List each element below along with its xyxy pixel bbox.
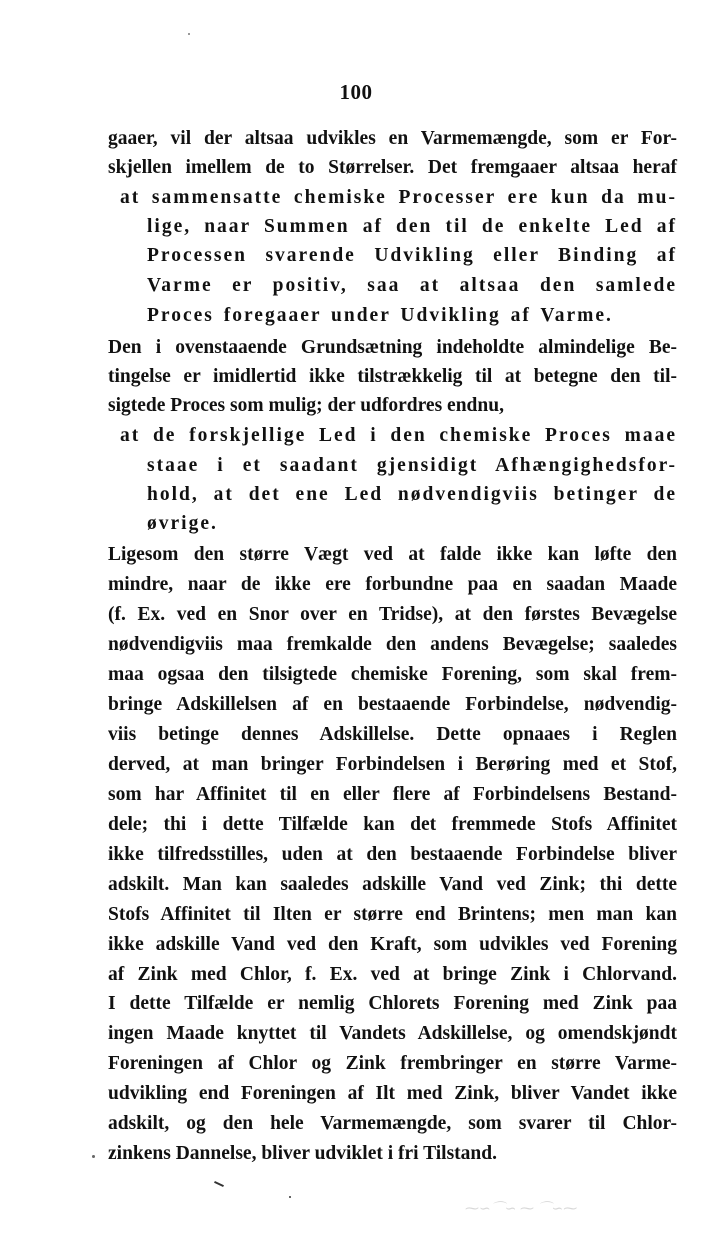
- text-line: maa ogsaa den tilsigtede chemiske Forening, som skal frem-: [108, 664, 677, 685]
- text-line: derved, at man bringer Forbindelsen i Berøring med et Stof,: [108, 754, 677, 775]
- text-line: nødvendigviis maa fremkalde den andens Bevægelse; saaledes: [108, 634, 677, 655]
- rule-line: at sammensatte chemiske Processer ere kun da mu-: [120, 187, 677, 208]
- text-line: adskilt. Man kan saaledes adskille Vand ved Zink; thi dette: [108, 874, 677, 895]
- rule-line: Varme er positiv, saa at altsaa den samlede: [147, 275, 677, 296]
- text-line: mindre, naar de ikke ere forbundne paa en saadan Maade: [108, 574, 677, 595]
- text-line: viis betinge dennes Adskillelse. Dette opnaaes i Reglen: [108, 724, 677, 745]
- page-number: 100: [339, 80, 373, 104]
- text-line: adskilt, og den hele Varmemængde, som svarer til Chlor-: [108, 1113, 677, 1134]
- text-line: zinkens Dannelse, bliver udviklet i fri Tilstand.: [108, 1143, 497, 1164]
- rule-line: Processen svarende Udvikling eller Binding af: [147, 245, 677, 266]
- text-line: udvikling end Foreningen af Ilt med Zink, bliver Vandet ikke: [108, 1083, 677, 1104]
- ink-speck: [289, 1196, 291, 1198]
- text-line: ikke adskille Vand ved den Kraft, som udvikles ved Forening: [108, 934, 677, 955]
- ink-speck: [214, 1181, 224, 1187]
- text-line: I dette Tilfælde er nemlig Chlorets Forening med Zink paa: [108, 993, 677, 1014]
- text-line: gaaer, vil der altsaa udvikles en Varmemængde, som er For-: [108, 128, 677, 149]
- faint-watermark: ⁓∽⌒∽ ⁓ ⌒∽⁓: [465, 1202, 578, 1217]
- text-line: ingen Maade knyttet til Vandets Adskillelse, og omendskjøndt: [108, 1023, 677, 1044]
- text-line: Ligesom den større Vægt ved at falde ikke kan løfte den: [108, 544, 677, 565]
- text-line: (f. Ex. ved en Snor over en Tridse), at den førstes Bevægelse: [108, 604, 677, 625]
- rule-line: at de forskjellige Led i den chemiske Proces maae: [120, 425, 677, 446]
- rule-line: Proces foregaaer under Udvikling af Varme.: [147, 305, 613, 326]
- text-line: sigtede Proces som mulig; der udfordres endnu,: [108, 395, 504, 416]
- text-line: ikke tilfredsstilles, uden at den bestaaende Forbindelse bliver: [108, 844, 677, 865]
- text-line: skjellen imellem de to Størrelser. Det fremgaaer altsaa heraf: [108, 157, 677, 178]
- rule-line: hold, at det ene Led nødvendigviis betinger de: [147, 484, 677, 505]
- ink-speck: [188, 33, 190, 35]
- text-line: Den i ovenstaaende Grundsætning indeholdte almindelige Be-: [108, 337, 677, 358]
- rule-line: lige, naar Summen af den til de enkelte Led af: [147, 216, 677, 237]
- text-line: Stofs Affinitet til Ilten er større end Brintens; men man kan: [108, 904, 677, 925]
- rule-line: staae i et saadant gjensidigt Afhængighedsfor-: [147, 455, 677, 476]
- text-line: dele; thi i dette Tilfælde kan det fremmede Stofs Affinitet: [108, 814, 677, 835]
- text-line: bringe Adskillelsen af en bestaaende Forbindelse, nødvendig-: [108, 694, 677, 715]
- text-line: af Zink med Chlor, f. Ex. ved at bringe Zink i Chlorvand.: [108, 964, 677, 985]
- rule-line: øvrige.: [147, 513, 218, 534]
- ink-speck: [92, 1155, 95, 1158]
- text-line: Foreningen af Chlor og Zink frembringer en større Varme-: [108, 1053, 677, 1074]
- text-line: som har Affinitet til en eller flere af Forbindelsens Bestand-: [108, 784, 677, 805]
- text-line: tingelse er imidlertid ikke tilstrækkelig til at betegne den til-: [108, 366, 677, 387]
